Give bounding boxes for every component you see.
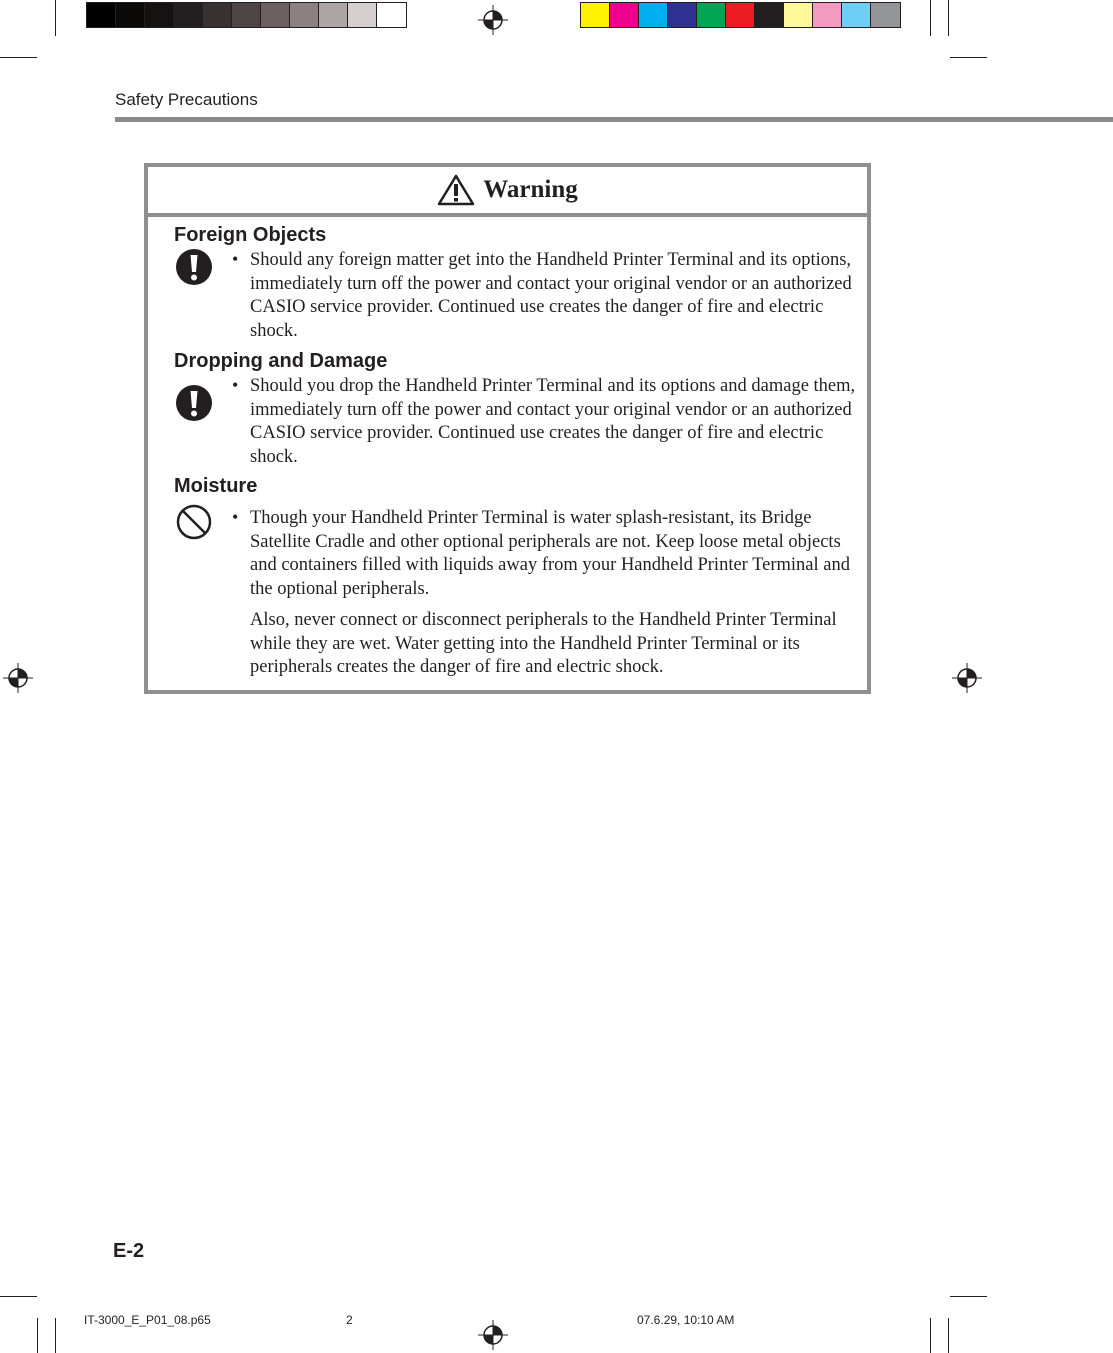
gray-swatch	[116, 3, 145, 27]
color-swatch	[842, 3, 871, 27]
gray-swatch	[261, 3, 290, 27]
gray-swatch	[145, 3, 174, 27]
crop-mark	[948, 0, 949, 36]
color-swatch	[610, 3, 639, 27]
crop-mark	[37, 1318, 38, 1353]
section-text: Should any foreign matter get into the Handheld Printer Terminal and its options, immediately turn off the power and contact your original vendor or an authorized CASIO service provider. Continued use creates the danger of fire and electric shock.	[250, 250, 852, 341]
gray-swatch	[377, 3, 406, 27]
bullet: •	[232, 375, 239, 395]
gray-swatch	[290, 3, 319, 27]
warning-triangle-icon	[437, 174, 475, 206]
color-swatch	[668, 3, 697, 27]
bullet: •	[232, 507, 239, 527]
running-header: Safety Precautions	[115, 90, 258, 109]
prohibited-icon	[175, 503, 213, 541]
color-swatch	[871, 3, 900, 27]
color-swatch	[755, 3, 784, 27]
mandatory-exclamation-icon	[175, 248, 213, 286]
crop-mark	[948, 1318, 949, 1353]
slug-page: 2	[346, 1313, 353, 1327]
bullet: •	[232, 249, 239, 269]
color-swatch	[581, 3, 610, 27]
warning-header	[148, 167, 867, 217]
color-swatch	[639, 3, 668, 27]
slug-file: IT-3000_E_P01_08.p65	[84, 1313, 211, 1327]
color-swatch	[697, 3, 726, 27]
gray-swatch	[87, 3, 116, 27]
section-heading: Foreign Objects	[174, 224, 327, 246]
crop-mark	[930, 0, 931, 36]
section-text-continued: Also, never connect or disconnect peripherals to the Handheld Printer Terminal while they are wet. Water getting into the Handheld Printer Terminal or its peripherals creates the danger of fire and electric shock.	[250, 610, 837, 677]
crop-mark	[0, 57, 37, 58]
crop-mark	[950, 57, 987, 58]
section-text: Though your Handheld Printer Terminal is water splash-resistant, its Bridge Satellite Cradle and other optional peripherals are not. Keep loose metal objects and containers filled with liquids away from your Handheld Printer Terminal and the optional peripherals.	[250, 508, 850, 599]
registration-mark-icon	[478, 1320, 508, 1350]
registration-mark-icon	[3, 663, 33, 693]
gray-swatch	[319, 3, 348, 27]
mandatory-exclamation-icon	[175, 384, 213, 422]
section-heading: Moisture	[174, 475, 258, 497]
page-number: E-2	[113, 1240, 145, 1262]
registration-mark-icon	[478, 5, 508, 35]
grayscale-bar	[86, 2, 407, 28]
section-heading: Dropping and Damage	[174, 350, 388, 372]
color-bar	[580, 2, 901, 28]
gray-swatch	[203, 3, 232, 27]
warning-box	[144, 163, 871, 694]
color-swatch	[726, 3, 755, 27]
color-swatch	[813, 3, 842, 27]
warning-title: Warning	[483, 176, 578, 203]
crop-mark	[930, 1318, 931, 1353]
crop-mark	[55, 1318, 56, 1353]
crop-mark	[55, 0, 56, 36]
header-rule	[115, 117, 1113, 122]
crop-mark	[0, 1296, 37, 1297]
slug-date: 07.6.29, 10:10 AM	[637, 1313, 735, 1327]
registration-mark-icon	[952, 663, 982, 693]
section-text: Should you drop the Handheld Printer Terminal and its options and damage them, immediately turn off the power and contact your original vendor or an authorized CASIO service provider. Continued use creates the danger of fire and electric shock.	[250, 376, 856, 467]
gray-swatch	[232, 3, 261, 27]
crop-mark	[950, 1296, 987, 1297]
gray-swatch	[348, 3, 377, 27]
gray-swatch	[174, 3, 203, 27]
color-swatch	[784, 3, 813, 27]
